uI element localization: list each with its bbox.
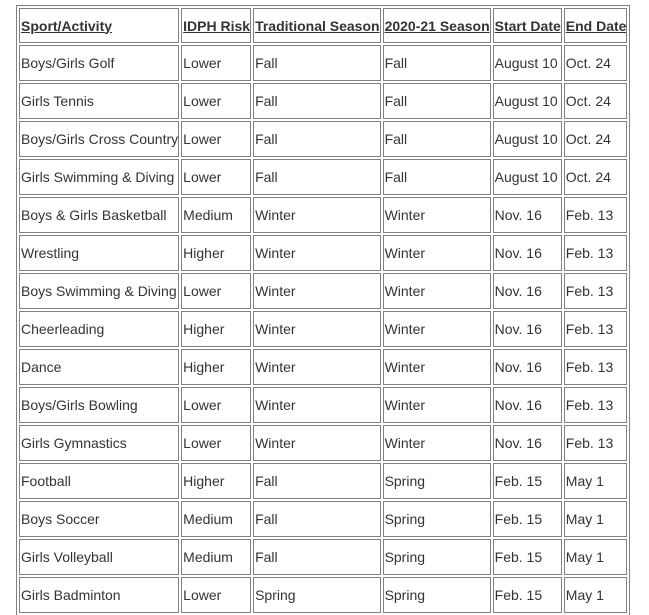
- cell-end-date: Feb. 13: [564, 349, 628, 385]
- header-2020-21-season: 2020-21 Season: [383, 8, 491, 43]
- cell-start-date: Nov. 16: [493, 273, 562, 309]
- cell-idph-risk: Higher: [181, 349, 251, 385]
- cell-traditional-season: Winter: [253, 273, 380, 309]
- table-row: [19, 387, 627, 423]
- cell-sport-activity: Boys & Girls Basketball: [19, 197, 179, 233]
- cell-traditional-season: Spring: [253, 577, 380, 613]
- table-row: [19, 197, 627, 233]
- cell-idph-risk: Lower: [181, 121, 251, 157]
- cell-idph-risk: Lower: [181, 425, 251, 461]
- cell-idph-risk: Lower: [181, 387, 251, 423]
- cell-idph-risk: Higher: [181, 311, 251, 347]
- cell-2020-21-season: Winter: [383, 197, 491, 233]
- cell-start-date: Nov. 16: [493, 425, 562, 461]
- cell-idph-risk: Medium: [181, 197, 251, 233]
- cell-traditional-season: Winter: [253, 349, 380, 385]
- cell-sport-activity: Football: [19, 463, 179, 499]
- cell-traditional-season: Fall: [253, 83, 380, 119]
- table-row: [19, 83, 627, 119]
- cell-traditional-season: Fall: [253, 45, 380, 81]
- cell-sport-activity: Boys/Girls Golf: [19, 45, 179, 81]
- table-row: [19, 425, 627, 461]
- cell-traditional-season: Fall: [253, 501, 380, 537]
- cell-idph-risk: Medium: [181, 539, 251, 575]
- cell-sport-activity: Girls Gymnastics: [19, 425, 179, 461]
- table-row: [19, 121, 627, 157]
- cell-2020-21-season: Spring: [383, 463, 491, 499]
- cell-idph-risk: Lower: [181, 159, 251, 195]
- cell-idph-risk: Lower: [181, 45, 251, 81]
- cell-2020-21-season: Fall: [383, 83, 491, 119]
- cell-end-date: Oct. 24: [564, 83, 628, 119]
- cell-2020-21-season: Spring: [383, 577, 491, 613]
- cell-sport-activity: Girls Swimming & Diving: [19, 159, 179, 195]
- cell-start-date: Feb. 15: [493, 577, 562, 613]
- cell-idph-risk: Medium: [181, 501, 251, 537]
- cell-start-date: Nov. 16: [493, 387, 562, 423]
- cell-start-date: Feb. 15: [493, 539, 562, 575]
- cell-end-date: Feb. 13: [564, 311, 628, 347]
- table-row: [19, 235, 627, 271]
- cell-start-date: Feb. 15: [493, 501, 562, 537]
- cell-sport-activity: Girls Tennis: [19, 83, 179, 119]
- cell-sport-activity: Cheerleading: [19, 311, 179, 347]
- table-row: [19, 311, 627, 347]
- cell-2020-21-season: Winter: [383, 273, 491, 309]
- cell-end-date: Oct. 24: [564, 121, 628, 157]
- cell-traditional-season: Winter: [253, 311, 380, 347]
- cell-sport-activity: Boys Soccer: [19, 501, 179, 537]
- cell-traditional-season: Fall: [253, 121, 380, 157]
- cell-2020-21-season: Winter: [383, 349, 491, 385]
- header-traditional-season: Traditional Season: [253, 8, 380, 43]
- cell-sport-activity: Boys Swimming & Diving: [19, 273, 179, 309]
- cell-sport-activity: Boys/Girls Bowling: [19, 387, 179, 423]
- cell-2020-21-season: Winter: [383, 425, 491, 461]
- cell-idph-risk: Higher: [181, 463, 251, 499]
- header-idph-risk: IDPH Risk: [181, 8, 251, 43]
- cell-start-date: Nov. 16: [493, 235, 562, 271]
- cell-start-date: August 10: [493, 159, 562, 195]
- cell-start-date: August 10: [493, 45, 562, 81]
- cell-sport-activity: Wrestling: [19, 235, 179, 271]
- cell-2020-21-season: Spring: [383, 539, 491, 575]
- cell-2020-21-season: Fall: [383, 121, 491, 157]
- cell-start-date: August 10: [493, 121, 562, 157]
- cell-end-date: Feb. 13: [564, 197, 628, 233]
- cell-2020-21-season: Winter: [383, 387, 491, 423]
- sports-schedule-table: [16, 5, 630, 615]
- cell-end-date: May 1: [564, 539, 628, 575]
- header-end-date: End Date: [564, 8, 628, 43]
- cell-2020-21-season: Fall: [383, 45, 491, 81]
- cell-sport-activity: Boys/Girls Cross Country: [19, 121, 179, 157]
- cell-traditional-season: Fall: [253, 463, 380, 499]
- table-row: [19, 539, 627, 575]
- cell-start-date: Nov. 16: [493, 311, 562, 347]
- cell-end-date: Feb. 13: [564, 387, 628, 423]
- cell-start-date: Nov. 16: [493, 349, 562, 385]
- cell-start-date: Nov. 16: [493, 197, 562, 233]
- cell-sport-activity: Girls Volleyball: [19, 539, 179, 575]
- cell-start-date: Feb. 15: [493, 463, 562, 499]
- cell-2020-21-season: Fall: [383, 159, 491, 195]
- cell-2020-21-season: Spring: [383, 501, 491, 537]
- cell-sport-activity: Girls Badminton: [19, 577, 179, 613]
- cell-traditional-season: Winter: [253, 387, 380, 423]
- cell-sport-activity: Dance: [19, 349, 179, 385]
- cell-idph-risk: Lower: [181, 577, 251, 613]
- table-row: [19, 273, 627, 309]
- cell-traditional-season: Fall: [253, 159, 380, 195]
- header-start-date: Start Date: [493, 8, 562, 43]
- cell-idph-risk: Lower: [181, 273, 251, 309]
- table-row: [19, 349, 627, 385]
- cell-end-date: May 1: [564, 463, 628, 499]
- cell-end-date: May 1: [564, 577, 628, 613]
- cell-traditional-season: Winter: [253, 425, 380, 461]
- cell-2020-21-season: Winter: [383, 311, 491, 347]
- table-row: [19, 501, 627, 537]
- cell-traditional-season: Winter: [253, 197, 380, 233]
- cell-end-date: Oct. 24: [564, 159, 628, 195]
- cell-end-date: May 1: [564, 501, 628, 537]
- cell-end-date: Feb. 13: [564, 425, 628, 461]
- table-header-row: [19, 8, 627, 43]
- header-sport-activity: Sport/Activity: [19, 8, 179, 43]
- table-row: [19, 577, 627, 613]
- cell-idph-risk: Higher: [181, 235, 251, 271]
- cell-end-date: Feb. 13: [564, 273, 628, 309]
- cell-traditional-season: Winter: [253, 235, 380, 271]
- table-row: [19, 159, 627, 195]
- schedule-table-container: [16, 5, 630, 615]
- cell-start-date: August 10: [493, 83, 562, 119]
- cell-traditional-season: Fall: [253, 539, 380, 575]
- cell-end-date: Oct. 24: [564, 45, 628, 81]
- table-row: [19, 45, 627, 81]
- table-row: [19, 463, 627, 499]
- cell-2020-21-season: Winter: [383, 235, 491, 271]
- cell-idph-risk: Lower: [181, 83, 251, 119]
- cell-end-date: Feb. 13: [564, 235, 628, 271]
